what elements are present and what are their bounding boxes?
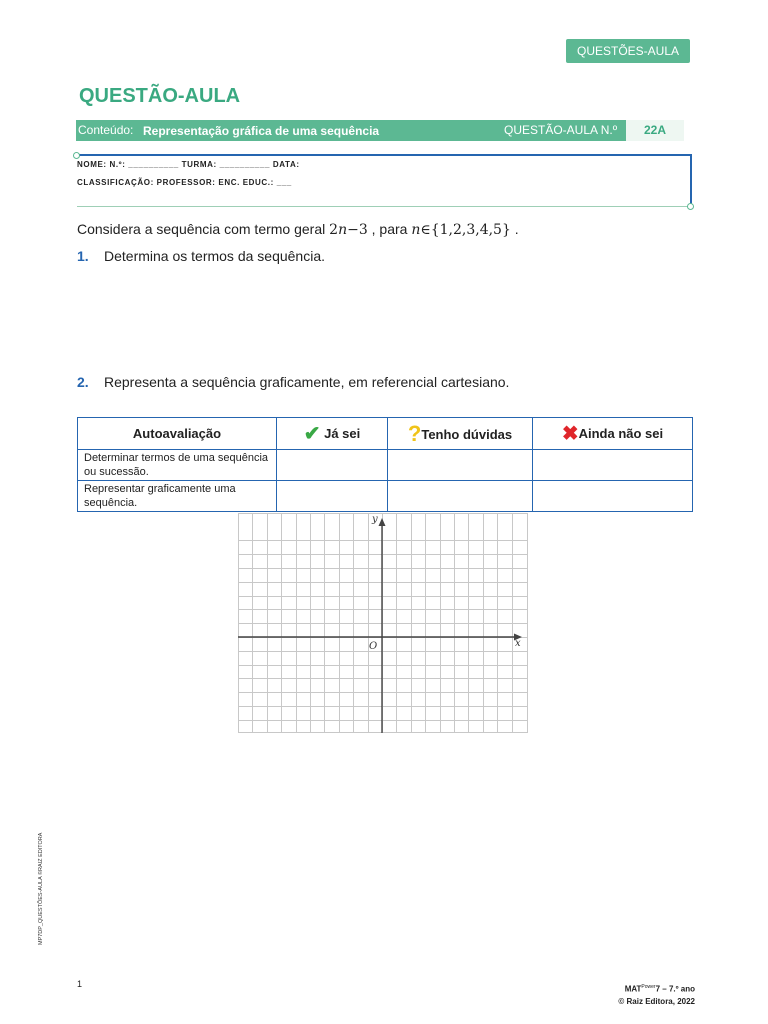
- section-badge: QUESTÕES-AULA: [566, 39, 690, 63]
- self-assessment-table: [77, 417, 693, 512]
- row-label: Determinar termos de uma sequência ou sucessão.: [78, 450, 277, 481]
- answer-cell[interactable]: [277, 450, 388, 481]
- problem-statement: [77, 221, 519, 238]
- answer-cell[interactable]: [533, 450, 693, 481]
- student-info-line: NOME: N.º: __________ TURMA: __________ DATA:: [77, 160, 300, 169]
- general-term: 2n−3: [329, 222, 368, 238]
- question-text: Determina os termos da sequência.: [104, 248, 325, 264]
- page-number: 1: [77, 979, 83, 989]
- cartesian-grid: [238, 513, 528, 733]
- question-number-label: 2.: [77, 374, 89, 390]
- question-mark-icon: ?: [407, 420, 422, 446]
- check-icon: ✔: [303, 423, 321, 445]
- content-topic: Representação gráfica de uma sequência: [143, 124, 380, 138]
- index-set: n∈{1,2,3,4,5}: [411, 222, 511, 238]
- y-axis-label: y: [372, 514, 378, 525]
- y-axis-arrow-icon: [379, 518, 386, 526]
- grid-lines: [238, 513, 528, 733]
- answer-cell[interactable]: [277, 481, 388, 512]
- student-info-line: CLASSIFICAÇÃO: PROFESSOR: ENC. EDUC.: ___: [77, 178, 292, 187]
- footer-copyright: © Raiz Editora, 2022: [618, 996, 695, 1006]
- student-info-box: [77, 154, 692, 207]
- content-bar: [76, 120, 626, 141]
- origin-label: O: [369, 641, 378, 652]
- intro-text: .: [510, 221, 519, 237]
- cross-icon: ✖: [561, 423, 579, 445]
- answer-cell[interactable]: [533, 481, 693, 512]
- intro-text: Considera a sequência com termo geral: [77, 221, 330, 237]
- question-number: 22A: [626, 120, 684, 141]
- x-axis-label: x: [515, 638, 521, 649]
- self-assessment-header: Autoavaliação: [78, 418, 277, 450]
- answer-cell[interactable]: [388, 450, 533, 481]
- column-doubts: ?Tenho dúvidas: [388, 418, 533, 450]
- row-label: Representar graficamente uma sequência.: [78, 481, 277, 512]
- column-not-yet: ✖Ainda não sei: [533, 418, 693, 450]
- side-code: MP7DP_QUESTÕES-AULA ©RAIZ EDITORA: [38, 832, 44, 945]
- page-title: QUESTÃO-AULA: [79, 85, 241, 107]
- corner-dot: [687, 203, 694, 210]
- question-number-label: 1.: [77, 248, 89, 264]
- question-text: Representa a sequência graficamente, em referencial cartesiano.: [104, 374, 510, 390]
- answer-cell[interactable]: [388, 481, 533, 512]
- footer-brand: $MAT^{Power}7$ – 7.º ano: [624, 984, 695, 994]
- column-know: ✔ Já sei: [277, 418, 388, 450]
- content-label: Conteúdo:: [78, 123, 134, 137]
- question-label: QUESTÃO-AULA N.º: [504, 123, 618, 137]
- intro-text: , para: [367, 221, 412, 237]
- question-item: [77, 248, 325, 264]
- table-row: [78, 450, 693, 481]
- corner-dot: [73, 152, 80, 159]
- footer-credits: [618, 981, 695, 1008]
- question-item: [77, 374, 509, 390]
- table-row: [78, 481, 693, 512]
